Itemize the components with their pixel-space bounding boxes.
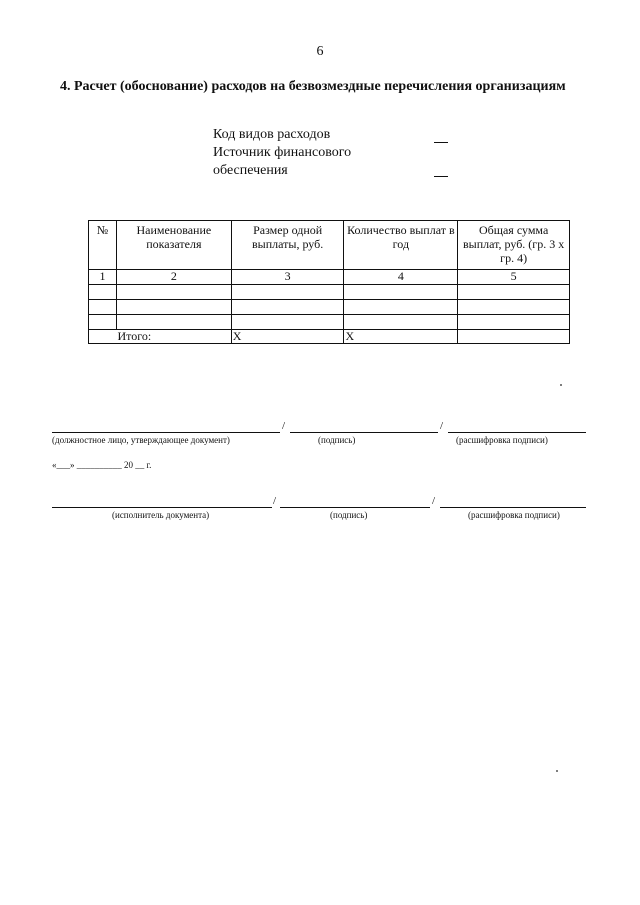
header-payment-count: Количество выплат в год — [344, 221, 458, 270]
approver-decoding-line — [448, 432, 586, 433]
header-indicator-name: Наименование показателя — [116, 221, 231, 270]
total-col4-mark: X — [344, 330, 458, 344]
executor-signature-caption: (подпись) — [330, 510, 368, 520]
total-sum-cell — [458, 330, 570, 344]
scan-speck — [556, 770, 558, 772]
total-label: Итого: — [116, 330, 231, 344]
executor-decoding-line — [440, 507, 586, 508]
column-number: 2 — [116, 270, 231, 285]
approver-decoding-caption: (расшифровка подписи) — [456, 435, 548, 445]
total-col3-mark: X — [231, 330, 344, 344]
executor-line — [52, 507, 272, 508]
column-number: 3 — [231, 270, 344, 285]
column-number: 4 — [344, 270, 458, 285]
executor-decoding-caption: (расшифровка подписи) — [468, 510, 560, 520]
scan-speck — [560, 384, 562, 386]
approver-caption: (должностное лицо, утверждающее документ) — [52, 435, 230, 445]
separator-slash: / — [273, 495, 277, 507]
table-row — [89, 285, 570, 300]
section-title: 4. Расчет (обоснование) расходов на безвозмездные перечисления организациям — [60, 79, 566, 94]
table-row — [89, 315, 570, 330]
approver-signature-caption: (подпись) — [318, 435, 356, 445]
column-number: 5 — [458, 270, 570, 285]
funding-source-label-1: Источник финансового — [213, 145, 352, 160]
expense-code-value-line — [434, 142, 448, 143]
funding-source-value-line — [434, 176, 448, 177]
header-total-sum: Общая сумма выплат, руб. (гр. 3 х гр. 4) — [458, 221, 570, 270]
separator-slash: / — [432, 495, 436, 507]
header-number: № — [89, 221, 117, 270]
expense-code-label: Код видов расходов — [213, 127, 331, 142]
page-number: 6 — [316, 44, 324, 59]
date-line: «___» __________ 20 __ г. — [52, 460, 152, 470]
header-payment-size: Размер одной выплаты, руб. — [231, 221, 344, 270]
executor-signature-line — [280, 507, 430, 508]
approver-line — [52, 432, 280, 433]
funding-source-label-2: обеспечения — [213, 163, 288, 178]
separator-slash: / — [282, 420, 286, 432]
calculation-table — [88, 220, 570, 344]
separator-slash: / — [440, 420, 444, 432]
table-header-row — [89, 221, 570, 270]
column-number: 1 — [89, 270, 117, 285]
executor-caption: (исполнитель документа) — [112, 510, 210, 520]
total-row — [89, 330, 570, 344]
column-numbers-row — [89, 270, 570, 285]
approver-signature-line — [290, 432, 438, 433]
table-row — [89, 300, 570, 315]
